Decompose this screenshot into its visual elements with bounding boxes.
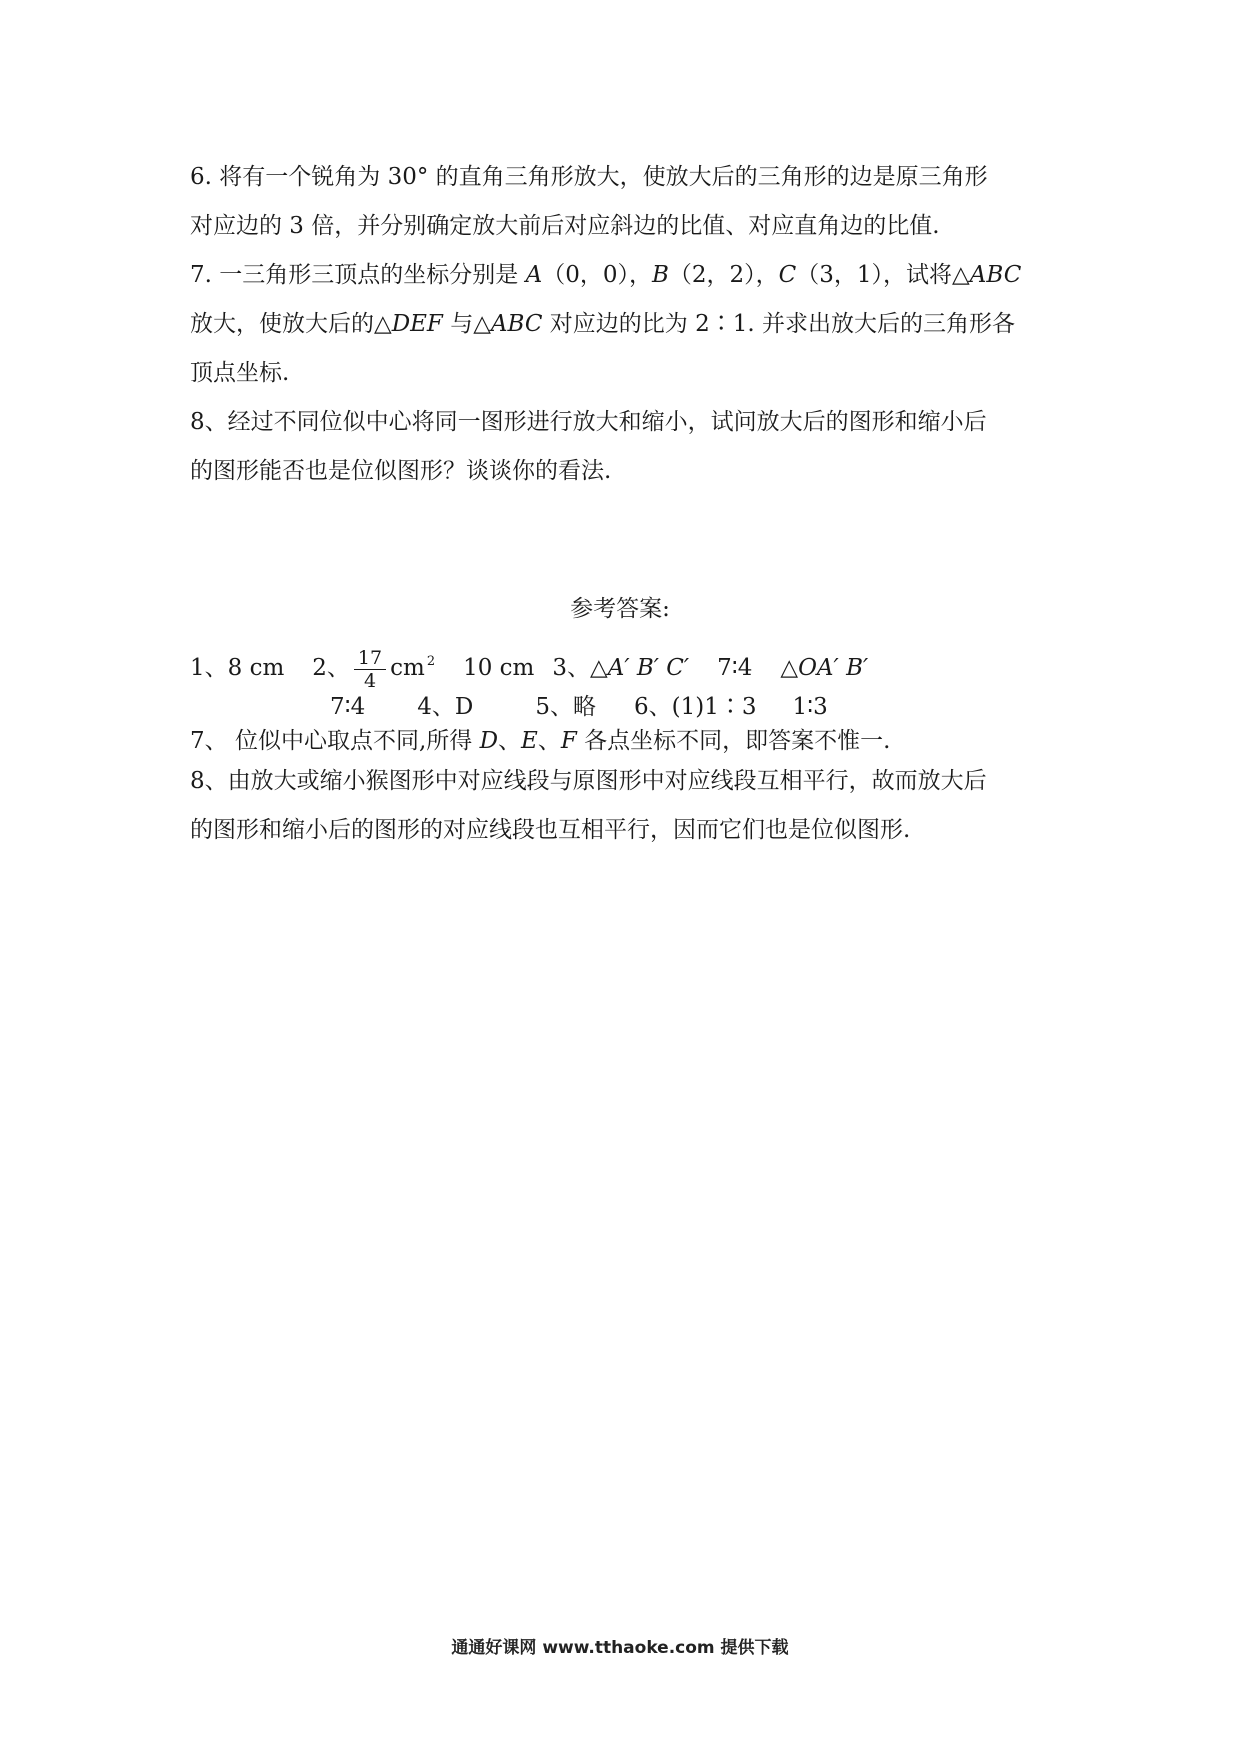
q7-text: 对应边的比为 2∶1. 并求出放大后的三角形各 — [542, 311, 1015, 337]
answer-3-triangle-2: OA′ B′ — [798, 655, 869, 681]
point-a: A — [525, 262, 543, 288]
q7-line1 — [190, 260, 1021, 290]
answers-row2 — [330, 692, 828, 722]
answer-6: 6、(1)1∶3 — [633, 694, 757, 720]
triangle-abc: ABC — [490, 311, 543, 337]
answer-6-b: 1∶3 — [792, 694, 828, 720]
answer-8-line2: 的图形和缩小后的图形的对应线段也互相平行，因而它们也是位似图形. — [190, 817, 911, 843]
q8-line1: 8、经过不同位似中心将同一图形进行放大和缩小，试问放大后的图形和缩小后 — [190, 409, 987, 435]
answer-3-ratio: 7∶4 — [717, 655, 753, 681]
answer-2-prefix: 2、 — [312, 655, 350, 681]
answer-7 — [190, 726, 890, 756]
q6-line2: 对应边的 3 倍，并分别确定放大前后对应斜边的比值、对应直角边的比值. — [190, 213, 940, 239]
answers-heading: 参考答案: — [570, 596, 670, 622]
unit-exponent: 2 — [426, 654, 436, 669]
triangle-symbol: △ — [780, 655, 799, 681]
unit: cm — [390, 655, 425, 681]
point-c: C — [778, 262, 797, 288]
footer-credit: 通通好课网 www.tthaoke.com 提供下载 — [451, 1638, 789, 1658]
q7-text: （2，2）， — [668, 262, 779, 288]
answer-8-line1: 8、由放大或缩小猴图形中对应线段与原图形中对应线段互相平行，故而放大后 — [190, 768, 987, 794]
fraction — [354, 647, 386, 692]
answer-7-text: 7、 位似中心取点不同,所得 — [190, 728, 480, 754]
point-d: D — [479, 728, 499, 754]
q8-line2: 的图形能否也是位似图形？谈谈你的看法. — [190, 458, 612, 484]
q7-text: 与△ — [442, 311, 491, 337]
q7-text: 放大，使放大后的△ — [190, 311, 392, 337]
point-e: E — [521, 728, 538, 754]
answer-3-prefix: 3、△ — [552, 655, 608, 681]
answer-3-triangle: A′ B′ C′ — [607, 655, 690, 681]
answer-7-text: 各点坐标不同，即答案不惟一. — [576, 728, 891, 754]
q7-text: （3，1），试将△ — [796, 262, 970, 288]
answer-2-extra: 10 cm — [463, 655, 535, 681]
answers-row1 — [190, 640, 869, 692]
point-b: B — [651, 262, 669, 288]
q7-line3: 顶点坐标. — [190, 360, 290, 386]
answer-5: 5、略 — [535, 694, 596, 720]
separator: 、 — [537, 728, 561, 754]
q7-line2 — [190, 309, 1015, 339]
separator: 、 — [498, 728, 522, 754]
point-f: F — [560, 728, 577, 754]
answer-1: 1、8 cm — [190, 655, 285, 681]
answer-3-ratio-2: 7∶4 — [330, 694, 366, 720]
q7-text: 7. 一三角形三顶点的坐标分别是 — [190, 262, 526, 288]
triangle-def: DEF — [391, 311, 443, 337]
q6-line1: 6. 将有一个锐角为 30° 的直角三角形放大，使放大后的三角形的边是原三角形 — [190, 164, 988, 190]
q7-text: （0，0）， — [542, 262, 652, 288]
fraction-denominator: 4 — [363, 669, 377, 692]
answer-4: 4、D — [417, 694, 474, 720]
fraction-numerator: 17 — [354, 647, 386, 670]
triangle-abc: ABC — [969, 262, 1022, 288]
